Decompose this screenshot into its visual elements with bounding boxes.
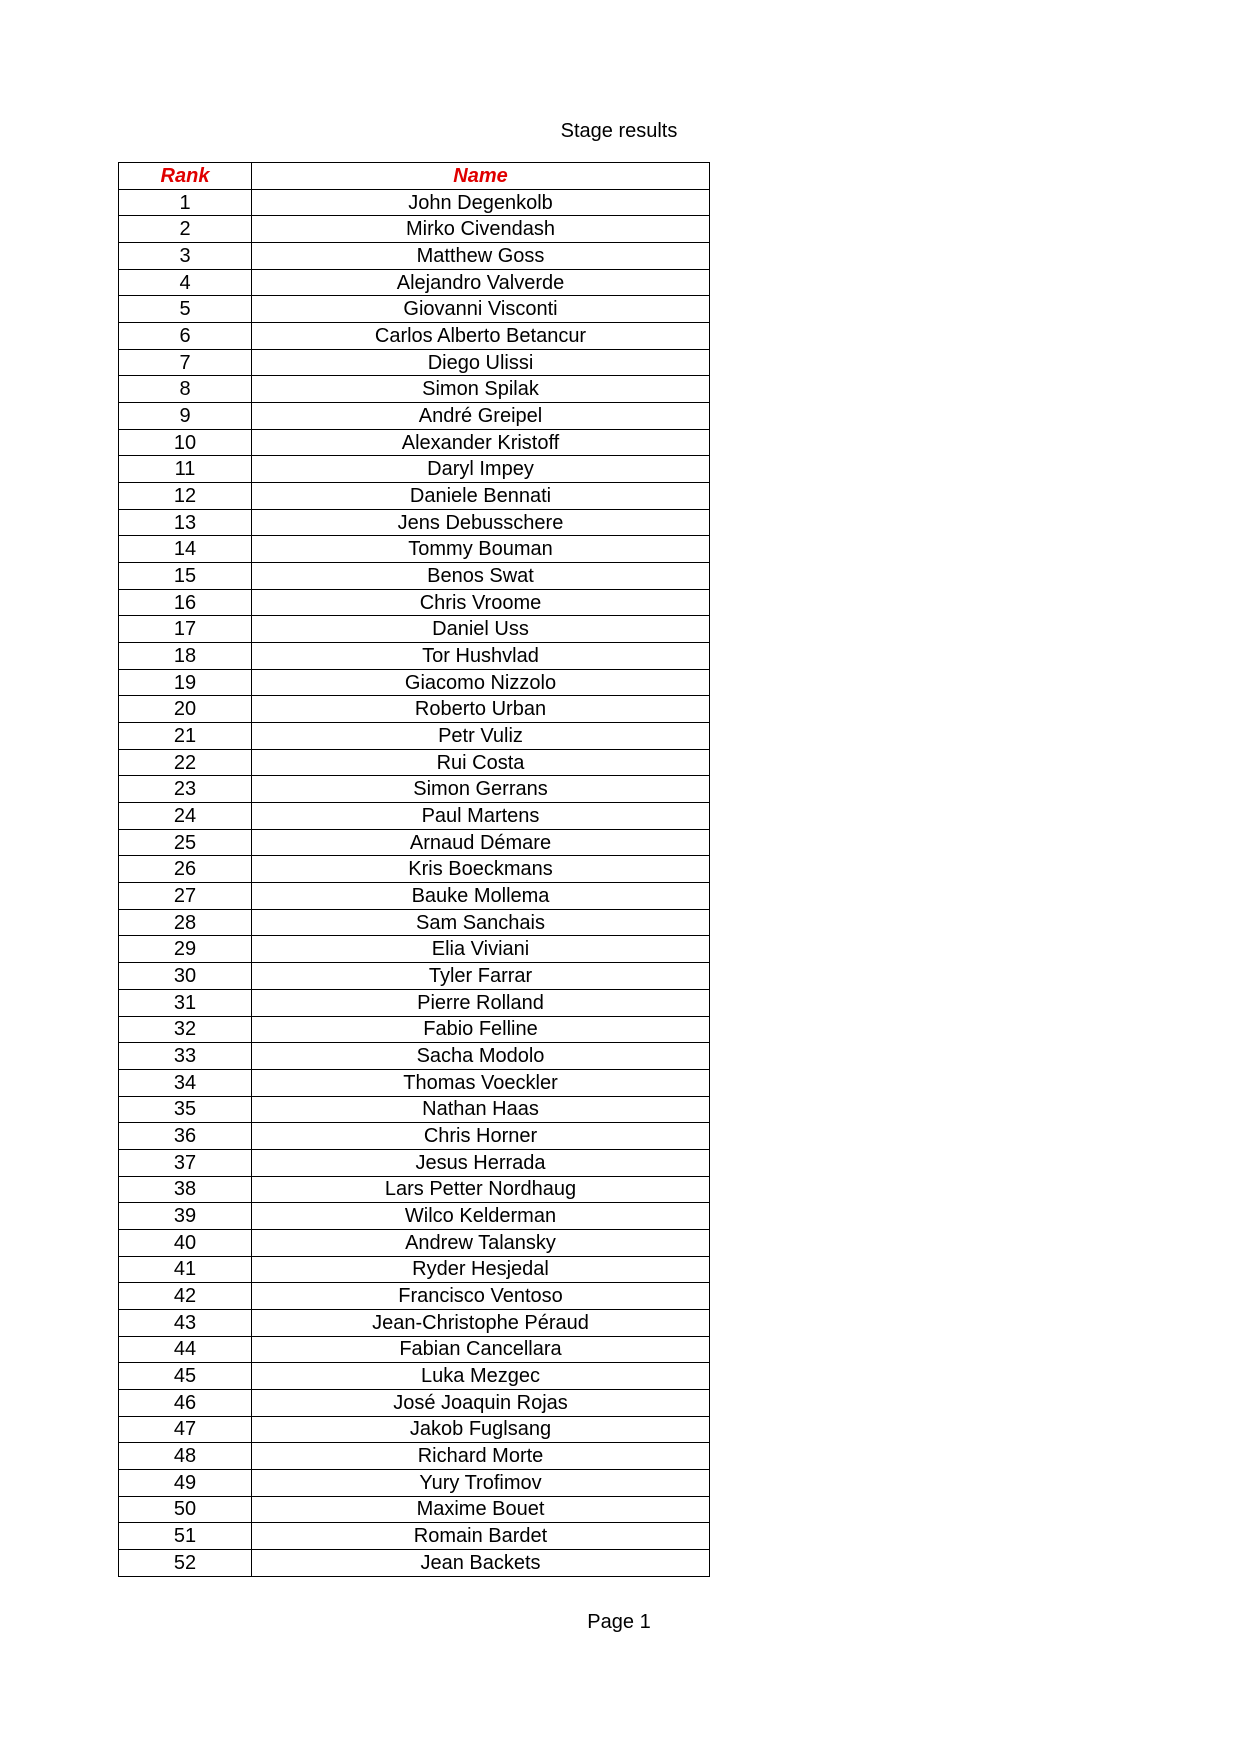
rank-cell: 7 [119,349,252,376]
rank-cell: 29 [119,936,252,963]
table-row [119,856,710,883]
table-row [119,1176,710,1203]
rank-cell: 8 [119,376,252,403]
rank-cell: 23 [119,776,252,803]
rank-cell: 12 [119,483,252,510]
table-row [119,909,710,936]
rider-name-cell: Giovanni Visconti [252,296,710,323]
table-row [119,803,710,830]
table-row [119,1043,710,1070]
rank-cell: 35 [119,1096,252,1123]
rider-name-cell: Simon Gerrans [252,776,710,803]
rank-cell: 13 [119,509,252,536]
rider-name-cell: Romain Bardet [252,1523,710,1550]
table-row [119,1496,710,1523]
rank-cell: 52 [119,1549,252,1576]
table-row [119,483,710,510]
rider-name-cell: Daniele Bennati [252,483,710,510]
rank-cell: 43 [119,1309,252,1336]
table-row [119,1523,710,1550]
table-row [119,189,710,216]
rider-name-cell: André Greipel [252,403,710,430]
rider-name-cell: Daniel Uss [252,616,710,643]
rank-cell: 10 [119,429,252,456]
rank-cell: 3 [119,243,252,270]
rider-name-cell: Sacha Modolo [252,1043,710,1070]
rank-cell: 34 [119,1069,252,1096]
rank-cell: 49 [119,1469,252,1496]
rider-name-cell: Giacomo Nizzolo [252,669,710,696]
rank-cell: 19 [119,669,252,696]
rider-name-cell: Kris Boeckmans [252,856,710,883]
rank-cell: 4 [119,269,252,296]
rider-name-cell: Fabian Cancellara [252,1336,710,1363]
rank-cell: 25 [119,829,252,856]
table-row [119,643,710,670]
table-row [119,1229,710,1256]
rank-cell: 17 [119,616,252,643]
table-row [119,429,710,456]
rank-cell: 40 [119,1229,252,1256]
rider-name-cell: Ryder Hesjedal [252,1256,710,1283]
rank-cell: 6 [119,323,252,350]
rank-cell: 11 [119,456,252,483]
rider-name-cell: Richard Morte [252,1443,710,1470]
table-row [119,669,710,696]
rider-name-cell: Petr Vuliz [252,723,710,750]
table-row [119,1389,710,1416]
rank-cell: 21 [119,723,252,750]
rider-name-cell: Arnaud Démare [252,829,710,856]
rider-name-cell: Andrew Talansky [252,1229,710,1256]
table-row [119,696,710,723]
rider-name-cell: Jakob Fuglsang [252,1416,710,1443]
rank-cell: 27 [119,883,252,910]
table-row [119,403,710,430]
rider-name-cell: Thomas Voeckler [252,1069,710,1096]
rider-name-cell: Simon Spilak [252,376,710,403]
table-row [119,1123,710,1150]
rider-name-cell: Luka Mezgec [252,1363,710,1390]
rider-name-cell: Nathan Haas [252,1096,710,1123]
table-row [119,456,710,483]
rider-name-cell: Sam Sanchais [252,909,710,936]
table-row [119,1549,710,1576]
table-row [119,1283,710,1310]
results-table [118,162,710,1577]
rider-name-cell: Roberto Urban [252,696,710,723]
page-number: Page 1 [587,1611,651,1633]
table-row [119,1096,710,1123]
table-row [119,829,710,856]
table-row [119,936,710,963]
rider-name-cell: Alexander Kristoff [252,429,710,456]
table-row [119,1149,710,1176]
rider-name-cell: Jens Debusschere [252,509,710,536]
table-row [119,269,710,296]
table-row [119,1469,710,1496]
rank-cell: 48 [119,1443,252,1470]
table-row [119,1016,710,1043]
table-row [119,296,710,323]
table-row [119,749,710,776]
rider-name-cell: Tor Hushvlad [252,643,710,670]
rank-cell: 18 [119,643,252,670]
rider-name-cell: Diego Ulissi [252,349,710,376]
rank-cell: 30 [119,963,252,990]
results-body [119,189,710,1576]
table-row [119,963,710,990]
rider-name-cell: Francisco Ventoso [252,1283,710,1310]
table-row [119,1309,710,1336]
table-row [119,1256,710,1283]
rank-cell: 28 [119,909,252,936]
rider-name-cell: Tyler Farrar [252,963,710,990]
rank-cell: 36 [119,1123,252,1150]
rank-cell: 46 [119,1389,252,1416]
rider-name-cell: Fabio Felline [252,1016,710,1043]
rider-name-cell: Chris Vroome [252,589,710,616]
table-row [119,1069,710,1096]
rank-cell: 14 [119,536,252,563]
rider-name-cell: Alejandro Valverde [252,269,710,296]
column-header-rank: Rank [119,163,252,190]
table-row [119,509,710,536]
rank-cell: 50 [119,1496,252,1523]
rank-cell: 33 [119,1043,252,1070]
table-row [119,1203,710,1230]
table-row [119,723,710,750]
column-header-name: Name [252,163,710,190]
table-row [119,1336,710,1363]
table-row [119,536,710,563]
header-row [119,163,710,190]
rider-name-cell: Benos Swat [252,563,710,590]
table-row [119,216,710,243]
rank-cell: 41 [119,1256,252,1283]
rider-name-cell: Jean Backets [252,1549,710,1576]
table-row [119,776,710,803]
table-row [119,243,710,270]
table-row [119,589,710,616]
rank-cell: 9 [119,403,252,430]
rank-cell: 20 [119,696,252,723]
table-row [119,349,710,376]
rider-name-cell: John Degenkolb [252,189,710,216]
rank-cell: 39 [119,1203,252,1230]
rank-cell: 5 [119,296,252,323]
rider-name-cell: Mirko Civendash [252,216,710,243]
rider-name-cell: Yury Trofimov [252,1469,710,1496]
rank-cell: 38 [119,1176,252,1203]
rider-name-cell: Daryl Impey [252,456,710,483]
table-row [119,883,710,910]
rider-name-cell: Chris Horner [252,1123,710,1150]
table-row [119,989,710,1016]
rank-cell: 24 [119,803,252,830]
table-row [119,563,710,590]
rider-name-cell: Jesus Herrada [252,1149,710,1176]
table-row [119,1416,710,1443]
rider-name-cell: Lars Petter Nordhaug [252,1176,710,1203]
rider-name-cell: Rui Costa [252,749,710,776]
rider-name-cell: Wilco Kelderman [252,1203,710,1230]
rider-name-cell: José Joaquin Rojas [252,1389,710,1416]
rank-cell: 32 [119,1016,252,1043]
rider-name-cell: Tommy Bouman [252,536,710,563]
rank-cell: 51 [119,1523,252,1550]
rank-cell: 26 [119,856,252,883]
rank-cell: 2 [119,216,252,243]
table-row [119,1363,710,1390]
rider-name-cell: Elia Viviani [252,936,710,963]
rank-cell: 1 [119,189,252,216]
rank-cell: 37 [119,1149,252,1176]
rider-name-cell: Bauke Mollema [252,883,710,910]
rank-cell: 44 [119,1336,252,1363]
rider-name-cell: Carlos Alberto Betancur [252,323,710,350]
page-title: Stage results [560,120,678,142]
rider-name-cell: Maxime Bouet [252,1496,710,1523]
rank-cell: 42 [119,1283,252,1310]
rider-name-cell: Pierre Rolland [252,989,710,1016]
rider-name-cell: Paul Martens [252,803,710,830]
table-row [119,323,710,350]
rider-name-cell: Jean-Christophe Péraud [252,1309,710,1336]
rank-cell: 45 [119,1363,252,1390]
rank-cell: 31 [119,989,252,1016]
rank-cell: 22 [119,749,252,776]
rank-cell: 15 [119,563,252,590]
table-row [119,376,710,403]
table-row [119,616,710,643]
table-row [119,1443,710,1470]
rank-cell: 47 [119,1416,252,1443]
rider-name-cell: Matthew Goss [252,243,710,270]
rank-cell: 16 [119,589,252,616]
